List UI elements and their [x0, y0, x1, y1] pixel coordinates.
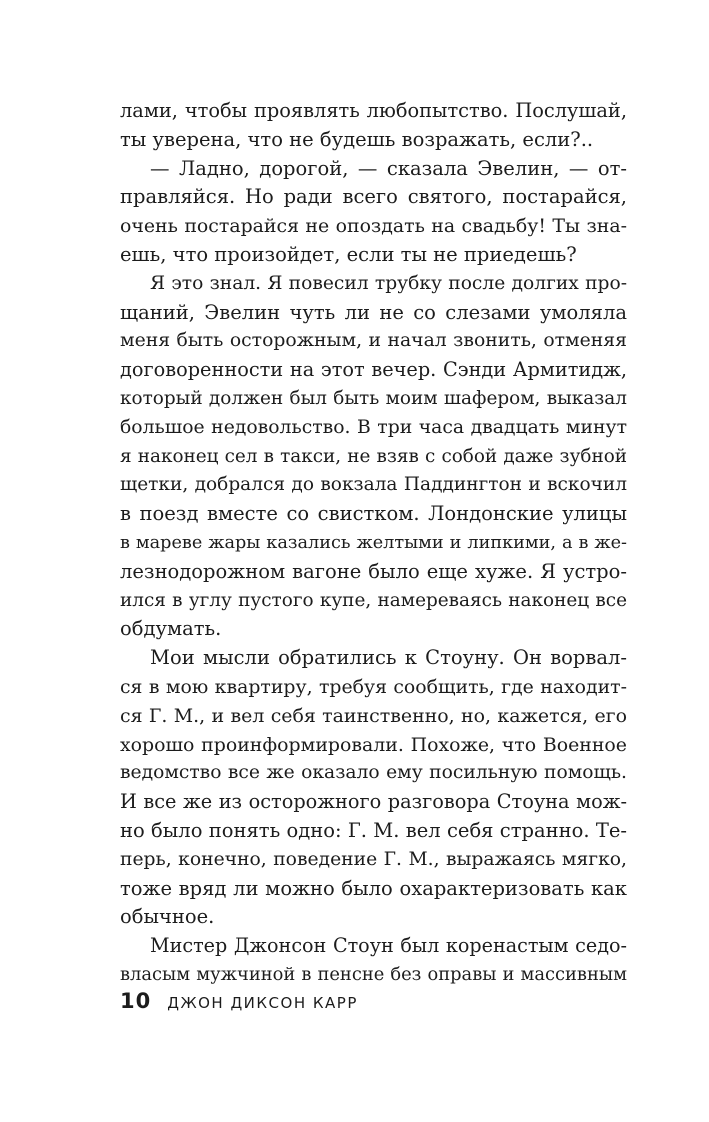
author-name: ДЖОН ДИКСОН КАРР [167, 994, 358, 1012]
text-line: очень постарайся не опоздать на свадьбу! Ты зна- [120, 215, 627, 238]
text-line: — Ладно, дорогой, — сказала Эвелин, — от- [150, 156, 627, 180]
text-line: Мистер Джонсон Стоун был коренастым седо- [150, 934, 627, 958]
text-line: Я это знал. Я повесил трубку после долгих про- [150, 272, 627, 294]
text-line: обычное. [120, 905, 215, 929]
page-number: 10 [120, 989, 152, 1013]
text-line: договоренности на этот вечер. Сэнди Армитидж, [120, 358, 627, 382]
text-line: меня быть осторожным, и начал звонить, отменяя [120, 330, 627, 352]
text-line: щаний, Эвелин чуть ли не со слезами умоляла [120, 300, 627, 324]
running-footer [120, 989, 358, 1013]
text-line: лезнодорожном вагоне было еще хуже. Я устро- [120, 559, 627, 583]
text-line: обдумать. [120, 617, 222, 641]
text-line: И все же из осторожного разговора Стоуна мож- [120, 790, 627, 814]
text-line: перь, конечно, поведение Г. М., выражаясь мягко, [120, 848, 627, 870]
text-line: в мареве жары казались желтыми и липкими, а в же- [120, 532, 627, 553]
text-line: но было понять одно: Г. М. вел себя странно. Те- [120, 818, 627, 842]
text-line: ился в углу пустого купе, намереваясь наконец все [120, 589, 627, 611]
text-line: власым мужчиной в пенсне без оправы и массивным [120, 963, 627, 985]
text-line: который должен был быть моим шафером, выказал [120, 387, 627, 409]
text-line: ведомство все же оказало ему посильную помощь. [120, 762, 627, 784]
text-line: ся в мою квартиру, требуя сообщить, где находит- [120, 675, 627, 698]
text-line: щетки, добрался до вокзала Паддингтон и вскочил [120, 474, 627, 496]
text-line: ешь, что произойдет, если ты не приедешь? [120, 242, 577, 266]
text-line: лами, чтобы проявлять любопытство. Послушай, [120, 99, 627, 122]
text-line: тоже вряд ли можно было охарактеризовать как [120, 876, 627, 900]
text-line: правляйся. Но ради всего святого, постарайся, [120, 185, 627, 209]
text-line: большое недовольство. В три часа двадцать минут [120, 416, 627, 438]
text-line: я наконец сел в такси, не взяв с собой даже зубной [120, 445, 627, 467]
text-line: ся Г. М., и вел себя таинственно, но, кажется, его [120, 704, 627, 727]
body-text [120, 97, 627, 990]
text-line: ты уверена, что не будешь возражать, если?.. [120, 127, 594, 151]
text-line: Мои мысли обратились к Стоуну. Он ворвал- [150, 646, 627, 670]
text-line: хорошо проинформировали. Похоже, что Военное [120, 733, 627, 756]
text-line: в поезд вместе со свистком. Лондонские улицы [120, 502, 627, 526]
